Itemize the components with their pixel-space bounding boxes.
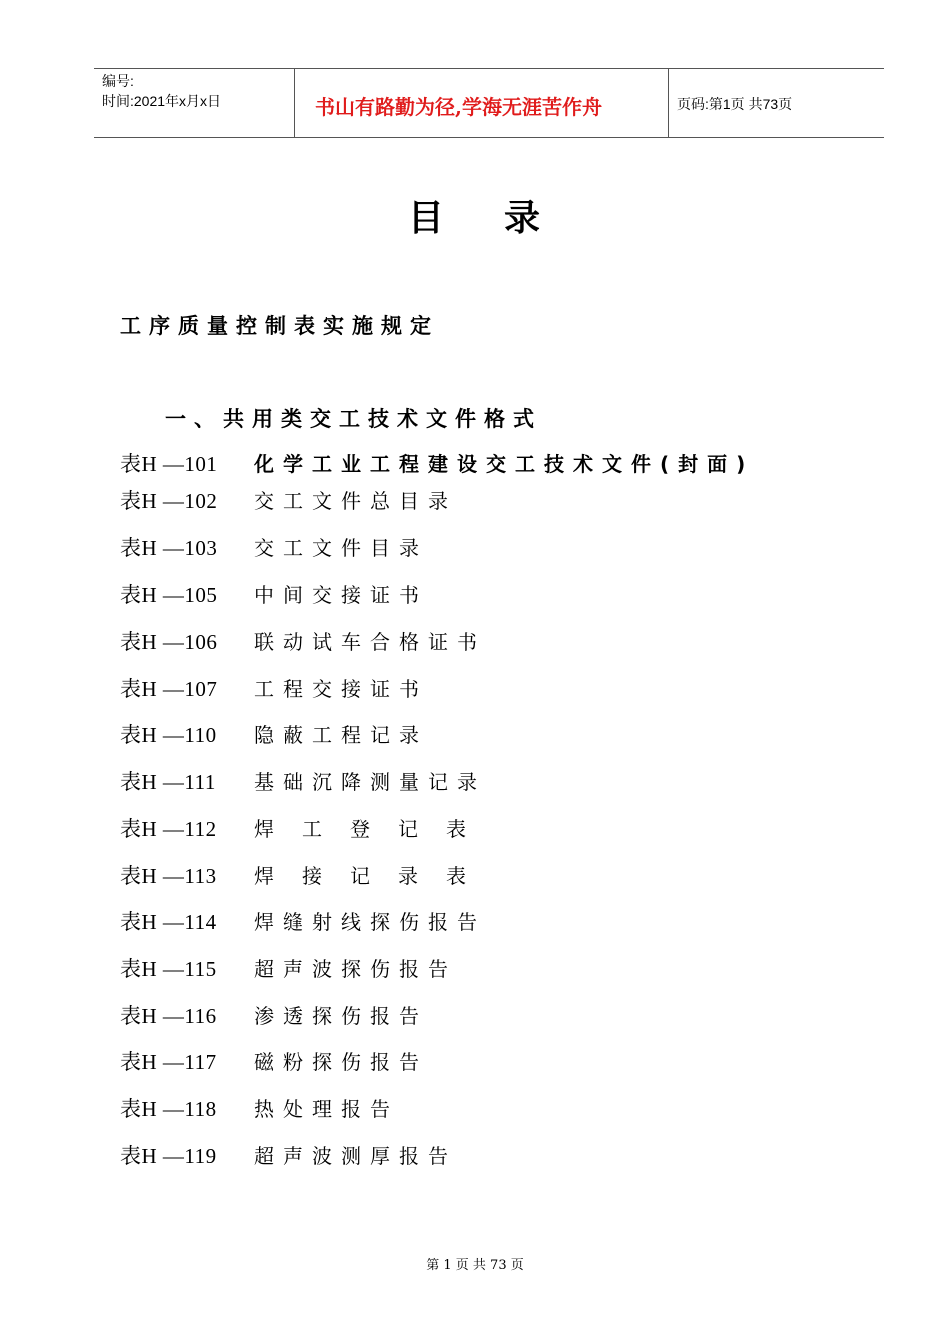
page-header <box>94 68 884 138</box>
toc-entry[interactable] <box>120 1046 428 1078</box>
toc-entry[interactable] <box>120 1140 457 1172</box>
toc-entry-name: 渗透探伤报告 <box>254 1004 428 1028</box>
document-number-label: 编号: <box>102 73 134 89</box>
toc-entry-name: 工程交接证书 <box>254 677 428 701</box>
toc-entry-name: 化学工业工程建设交工技术文件(封面) <box>254 452 755 476</box>
document-time-label: 时间:2021年x月x日 <box>102 93 222 109</box>
toc-entry[interactable] <box>120 813 494 845</box>
section-heading: 一、共用类交工技术文件格式 <box>165 407 542 431</box>
toc-entry-code: 表H —106 <box>120 630 218 654</box>
page-title: 目 录 <box>407 198 543 239</box>
toc-entry-name: 超声波测厚报告 <box>254 1144 457 1168</box>
toc-entry-code: 表H —112 <box>120 817 217 841</box>
toc-entry-code: 表H —111 <box>120 770 216 794</box>
toc-entry[interactable] <box>120 673 428 705</box>
toc-entry[interactable] <box>120 626 486 658</box>
toc-entry-name: 磁粉探伤报告 <box>254 1050 428 1074</box>
toc-entry[interactable] <box>120 485 457 517</box>
toc-entry-code: 表H —116 <box>120 1004 217 1028</box>
toc-entry-code: 表H —101 <box>120 452 218 476</box>
toc-entry-name: 联动试车合格证书 <box>254 630 486 654</box>
toc-entry-code: 表H —115 <box>120 957 217 981</box>
toc-entry-name: 交工文件目录 <box>254 536 428 560</box>
toc-entry-name: 焊缝射线探伤报告 <box>254 910 486 934</box>
toc-entry-code: 表H —114 <box>120 910 217 934</box>
toc-entry-code: 表H —107 <box>120 677 218 701</box>
toc-entry-name: 超声波探伤报告 <box>254 957 457 981</box>
toc-entry-code: 表H —119 <box>120 1144 217 1168</box>
toc-entry-code: 表H —110 <box>120 723 217 747</box>
toc-entry[interactable] <box>120 1093 399 1125</box>
header-page-cell <box>669 69 884 137</box>
toc-entry-code: 表H —102 <box>120 489 218 513</box>
toc-entry-name: 焊接记录表 <box>254 864 494 888</box>
toc-entry[interactable] <box>120 1000 428 1032</box>
toc-entry[interactable] <box>120 860 494 892</box>
toc-entry-code: 表H —103 <box>120 536 218 560</box>
toc-entry-name: 基础沉降测量记录 <box>254 770 486 794</box>
toc-entry-name: 隐蔽工程记录 <box>254 723 428 747</box>
toc-entry-name: 焊工登记表 <box>254 817 494 841</box>
toc-entry[interactable] <box>120 953 457 985</box>
page-footer: 第 1 页 共 73 页 <box>426 1258 524 1273</box>
toc-entry[interactable] <box>120 719 428 751</box>
toc-entry-code: 表H —113 <box>120 864 217 888</box>
toc-entry-code: 表H —117 <box>120 1050 217 1074</box>
toc-entry-name: 中间交接证书 <box>254 583 428 607</box>
subtitle: 工序质量控制表实施规定 <box>120 314 439 338</box>
toc-entry[interactable] <box>120 532 428 564</box>
toc-entry-code: 表H —105 <box>120 583 218 607</box>
toc-entry-name: 交工文件总目录 <box>254 489 457 513</box>
header-meta-cell <box>94 69 295 137</box>
toc-entry[interactable] <box>120 766 486 798</box>
toc-entry[interactable] <box>120 579 428 611</box>
toc-entry[interactable] <box>120 906 486 938</box>
toc-entry-code: 表H —118 <box>120 1097 217 1121</box>
toc-entry-name: 热处理报告 <box>254 1097 399 1121</box>
header-page-info: 页码:第1页 共73页 <box>677 96 793 112</box>
header-motto: 书山有路勤为径,学海无涯苦作舟 <box>315 95 602 119</box>
header-motto-cell <box>295 69 669 137</box>
toc-entry[interactable] <box>120 448 754 480</box>
